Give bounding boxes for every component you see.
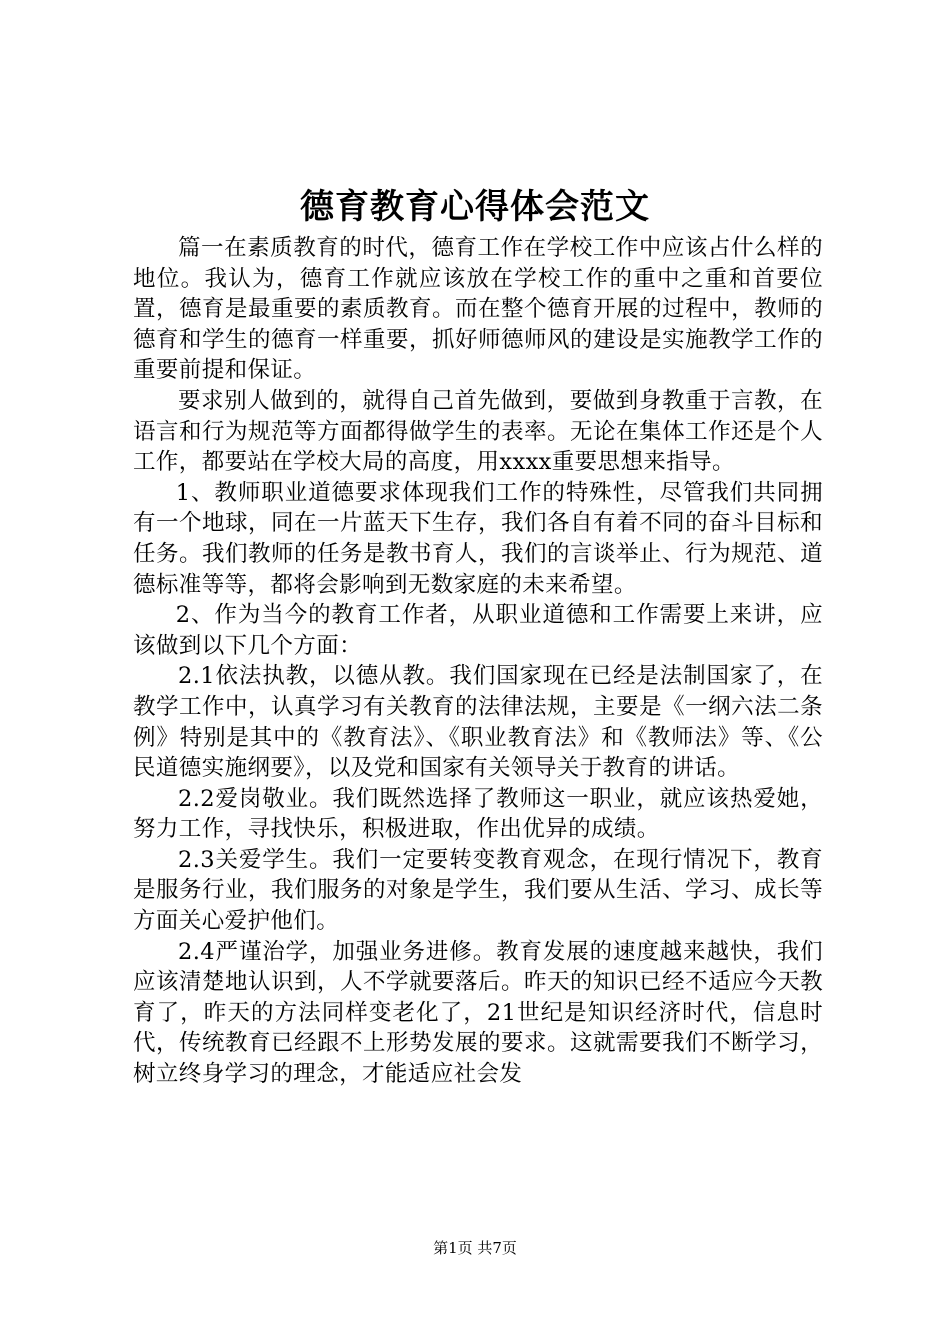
paragraph-lead-by-example: 要求别人做到的，就得自己首先做到，要做到身教重于言教，在语言和行为规范等方面都得做学生的表率。无论在集体工作还是个人工作，都要站在学校大局的高度，用xxxx重要思想来指导。	[133, 387, 823, 476]
paragraph-point-2-1: 2.1依法执教，以德从教。我们国家现在已经是法制国家了，在教学工作中，认真学习有关教育的法律法规，主要是《一纲六法二条例》特别是其中的《教育法》、《职业教育法》和《教师法》等、《公民道德实施纲要》，以及党和国家有关领导关于教育的讲话。	[133, 663, 823, 782]
document-body	[133, 233, 823, 1090]
document-title: 德育教育心得体会范文	[300, 187, 650, 227]
paragraph-point-1: 1、教师职业道德要求体现我们工作的特殊性，尽管我们共同拥有一个地球，同在一片蓝天下生存，我们各自有着不同的奋斗目标和任务。我们教师的任务是教书育人，我们的言谈举止、行为规范、道德标准等等，都将会影响到无数家庭的未来希望。	[133, 479, 823, 598]
page-number-footer: 第1页 共7页	[433, 1239, 517, 1257]
paragraph-intro: 篇一在素质教育的时代，德育工作在学校工作中应该占什么样的地位。我认为，德育工作就应该放在学校工作的重中之重和首要位置，德育是最重要的素质教育。而在整个德育开展的过程中，教师的德育和学生的德育一样重要，抓好师德师风的建设是实施教学工作的重要前提和保证。	[133, 235, 823, 384]
paragraph-point-2-3: 2.3关爱学生。我们一定要转变教育观念，在现行情况下，教育是服务行业，我们服务的对象是学生，我们要从生活、学习、成长等方面关心爱护他们。	[133, 846, 823, 935]
paragraph-point-2-2: 2.2爱岗敬业。我们既然选择了教师这一职业，就应该热爱她，努力工作，寻找快乐，积极进取，作出优异的成绩。	[133, 785, 823, 843]
paragraph-point-2-4: 2.4严谨治学，加强业务进修。教育发展的速度越来越快，我们应该清楚地认识到，人不学就要落后。昨天的知识已经不适应今天教育了，昨天的方法同样变老化了，21世纪是知识经济时代，信息时代，传统教育已经跟不上形势发展的要求。这就需要我们不断学习，树立终身学习的理念，才能适应社会发	[133, 938, 823, 1088]
paragraph-point-2: 2、作为当今的教育工作者，从职业道德和工作需要上来讲，应该做到以下几个方面：	[133, 602, 823, 659]
